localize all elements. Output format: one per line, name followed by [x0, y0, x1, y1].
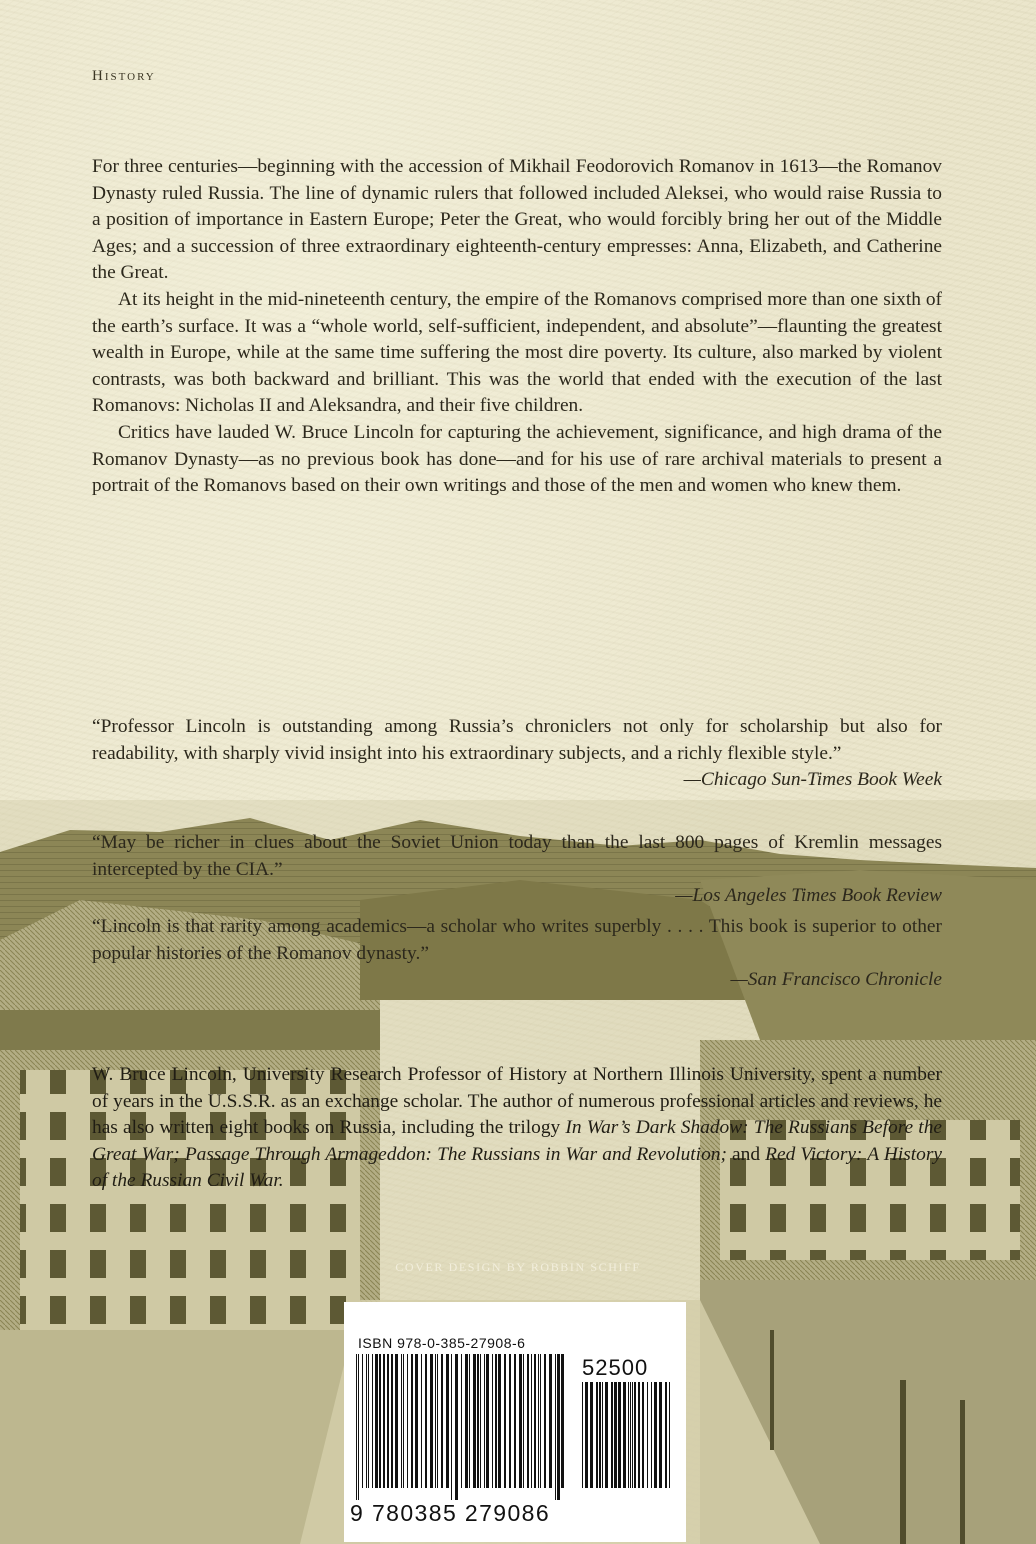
barcode-bar — [356, 1354, 357, 1500]
barcode-bar — [509, 1354, 511, 1488]
barcode-bar — [403, 1354, 404, 1488]
barcode-bar — [473, 1354, 476, 1488]
barcode-bar — [435, 1354, 436, 1488]
barcode-bar — [647, 1382, 648, 1488]
barcode-bar — [372, 1354, 373, 1488]
barcode-bar — [638, 1382, 640, 1488]
barcode-bar — [534, 1354, 536, 1488]
quote-source: —Chicago Sun-Times Book Week — [683, 769, 942, 791]
barcode-bar — [441, 1354, 443, 1488]
barcode-bar — [492, 1354, 493, 1488]
barcode-bar — [659, 1382, 662, 1488]
barcode-bar — [614, 1382, 617, 1488]
barcode-bar — [477, 1354, 479, 1488]
price-barcode — [580, 1382, 676, 1500]
quote-text: “Professor Lincoln is outstanding among Russia’s chroniclers not only for scholarship but also for readability, with sharply vivid insight into his extraordinary subjects, and a richly flexible style.” — [92, 716, 942, 764]
blurb-paragraph: At its height in the mid-nineteenth century, the empire of the Romanovs comprised more than one sixth of the earth’s surface. It was a “whole world, self-sufficient, independent, and absolute”—flaunting the greatest wealth in Europe, while at the same time suffering the most dire poverty. Its culture, also marked by violent contrasts, was both backward and brilliant. This was the world that ended with the execution of the last Romanovs: Nicholas II and Aleksandra, and their five children. — [92, 288, 942, 417]
barcode-bar — [519, 1354, 522, 1488]
barcode-bar — [630, 1382, 631, 1488]
barcode-bar — [407, 1354, 408, 1488]
quote-text: “May be richer in clues about the Soviet Union today than the last 800 pages of Kremlin messages intercepted by the CIA.” — [92, 832, 942, 880]
barcode-bar — [632, 1382, 633, 1488]
book-title: Red Victory: A History of the Russian Civil War. — [92, 1143, 942, 1192]
barcode-bar — [527, 1354, 529, 1488]
barcode-bar — [486, 1354, 489, 1488]
barcode-bar — [557, 1354, 560, 1500]
author-bio — [92, 1062, 942, 1195]
barcode-bar — [540, 1354, 541, 1488]
ean-barcode — [354, 1354, 569, 1500]
barcode-bar — [430, 1354, 433, 1488]
barcode-bar — [623, 1382, 626, 1488]
blurb-paragraph: For three centuries—beginning with the accession of Mikhail Feodorovich Romanov in 1613—the Romanov Dynasty ruled Russia. The line of dynamic rulers that followed included Aleksei, who would raise Russia to a position of importance in Eastern Europe; Peter the Great, who would forcibly bring her out of the Middle Ages; and a succession of three extraordinary eighteenth-century empresses: Anna, Elizabeth, and Catherine the Great. — [92, 156, 942, 284]
blurb-paragraph: Critics have lauded W. Bruce Lincoln for capturing the achievement, significance, and high drama of the Romanov Dynasty—as no previous book has done—and for his use of rare archival materials to present a portrait of the Romanovs based on their own writings and those of the men and women who knew them. — [92, 421, 942, 497]
barcode-bar — [379, 1354, 381, 1488]
barcode-bar — [395, 1354, 398, 1488]
review-quote — [92, 714, 942, 794]
barcode-bar — [555, 1354, 556, 1500]
cover-design-credit: COVER DESIGN BY ROBBIN SCHIFF — [395, 1260, 641, 1274]
barcode-bar — [531, 1354, 532, 1488]
barcode-bar — [538, 1354, 539, 1488]
barcode-bar — [455, 1354, 458, 1500]
barcode-bar — [484, 1354, 485, 1488]
category-label: History — [92, 68, 156, 84]
barcode-bar — [665, 1382, 667, 1488]
barcode-bar — [596, 1382, 598, 1488]
barcode-bar — [480, 1354, 481, 1488]
barcode-bar — [383, 1354, 385, 1488]
barcode-bar — [561, 1354, 564, 1488]
barcode-bar — [495, 1354, 497, 1488]
price-code: 52500 — [582, 1355, 649, 1380]
barcode-bar — [425, 1354, 427, 1488]
quote-source: —San Francisco Chronicle — [730, 969, 942, 991]
barcode-bar — [437, 1354, 438, 1488]
barcode-bar — [411, 1354, 413, 1488]
barcode-bar — [366, 1354, 367, 1488]
barcode-bar — [362, 1354, 363, 1488]
quote-text: “Lincoln is that rarity among academics—a scholar who writes superbly . . . . This book is superior to other popular histories of the Romanov dynasty.” — [92, 916, 942, 964]
barcode-bar — [605, 1382, 608, 1488]
barcode-bar — [642, 1382, 644, 1488]
description-blurb — [92, 154, 942, 500]
ean-digits: 9 780385 279086 — [350, 1500, 551, 1526]
barcode-bar — [544, 1354, 546, 1488]
review-quote — [92, 914, 942, 994]
barcode-bar — [582, 1382, 583, 1488]
barcode-bar — [634, 1382, 636, 1488]
barcode-bar — [469, 1354, 470, 1488]
barcode-bar — [599, 1382, 601, 1488]
barcode-bar — [461, 1354, 462, 1488]
barcode-bar — [669, 1382, 670, 1488]
barcode-bar — [498, 1354, 501, 1488]
barcode-bar — [654, 1382, 657, 1488]
barcode-label — [344, 1302, 686, 1542]
barcode-bar — [375, 1354, 378, 1488]
bio-text: W. Bruce Lincoln, University Research Professor of History at Northern Illinois University, spent a number of years in the U.S.S.R. as an exchange scholar. The author of numerous professional articles and reviews, he has also written eight books on Russia, including the trilogy — [92, 1064, 942, 1139]
barcode-bar — [415, 1354, 418, 1488]
barcode-bar — [387, 1354, 389, 1488]
book-title: Passage Through Armageddon: The Russians in War and Revolution; — [184, 1143, 727, 1165]
barcode-bar — [451, 1354, 452, 1500]
quote-source: —Los Angeles Times Book Review — [675, 885, 942, 907]
barcode-bar — [465, 1354, 468, 1488]
bio-text: and — [726, 1143, 766, 1165]
barcode-bar — [514, 1354, 516, 1488]
barcode-bar — [628, 1382, 629, 1488]
barcode-bar — [446, 1354, 449, 1488]
barcode-bar — [391, 1354, 393, 1488]
isbn-number: ISBN 978-0-385-27908-6 — [358, 1335, 526, 1351]
barcode-bar — [401, 1354, 402, 1488]
barcode-bar — [585, 1382, 588, 1488]
barcode-bar — [651, 1382, 652, 1488]
barcode-bar — [421, 1354, 422, 1488]
barcode-bar — [549, 1354, 552, 1488]
barcode-bar — [368, 1354, 369, 1488]
barcode-bar — [504, 1354, 506, 1488]
barcode-bar — [358, 1354, 359, 1500]
barcode-bar — [611, 1382, 613, 1488]
barcode-bar — [590, 1382, 593, 1488]
review-quote — [92, 830, 942, 910]
barcode-bar — [618, 1382, 621, 1488]
barcode-bar — [523, 1354, 524, 1488]
barcode-bar — [602, 1382, 603, 1488]
book-title: In War’s Dark Shadow: The Russians Before the Great War; — [92, 1117, 942, 1165]
